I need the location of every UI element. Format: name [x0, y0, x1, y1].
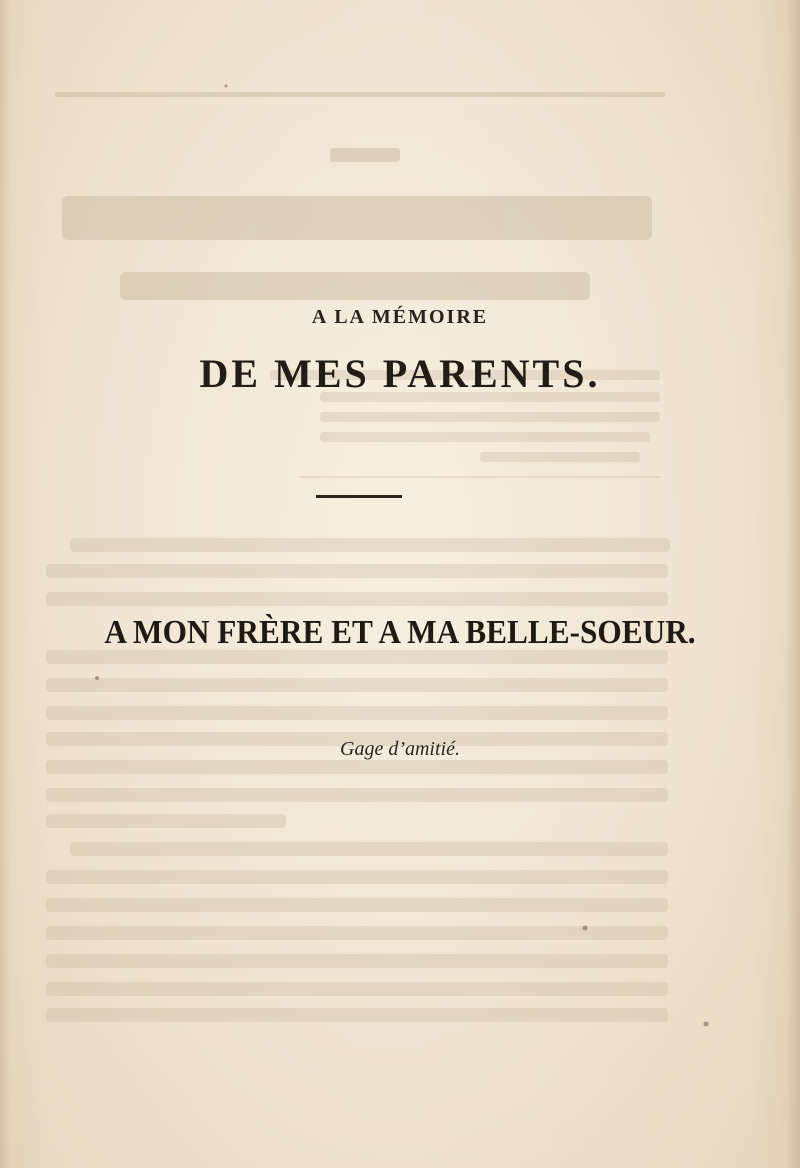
page-edge-right: [786, 0, 800, 1168]
dedication-parents-line: DE MES PARENTS.: [199, 351, 601, 396]
section-divider-rule: [316, 495, 402, 498]
dedication-friendship-line: Gage d’amitié.: [340, 738, 460, 760]
dedication-brother-line: A MON FRÈRE ET A MA BELLE-SOEUR.: [104, 614, 696, 651]
dedication-memory-line: A LA MÉMOIRE: [311, 306, 489, 328]
page-edge-left: [0, 0, 10, 1168]
